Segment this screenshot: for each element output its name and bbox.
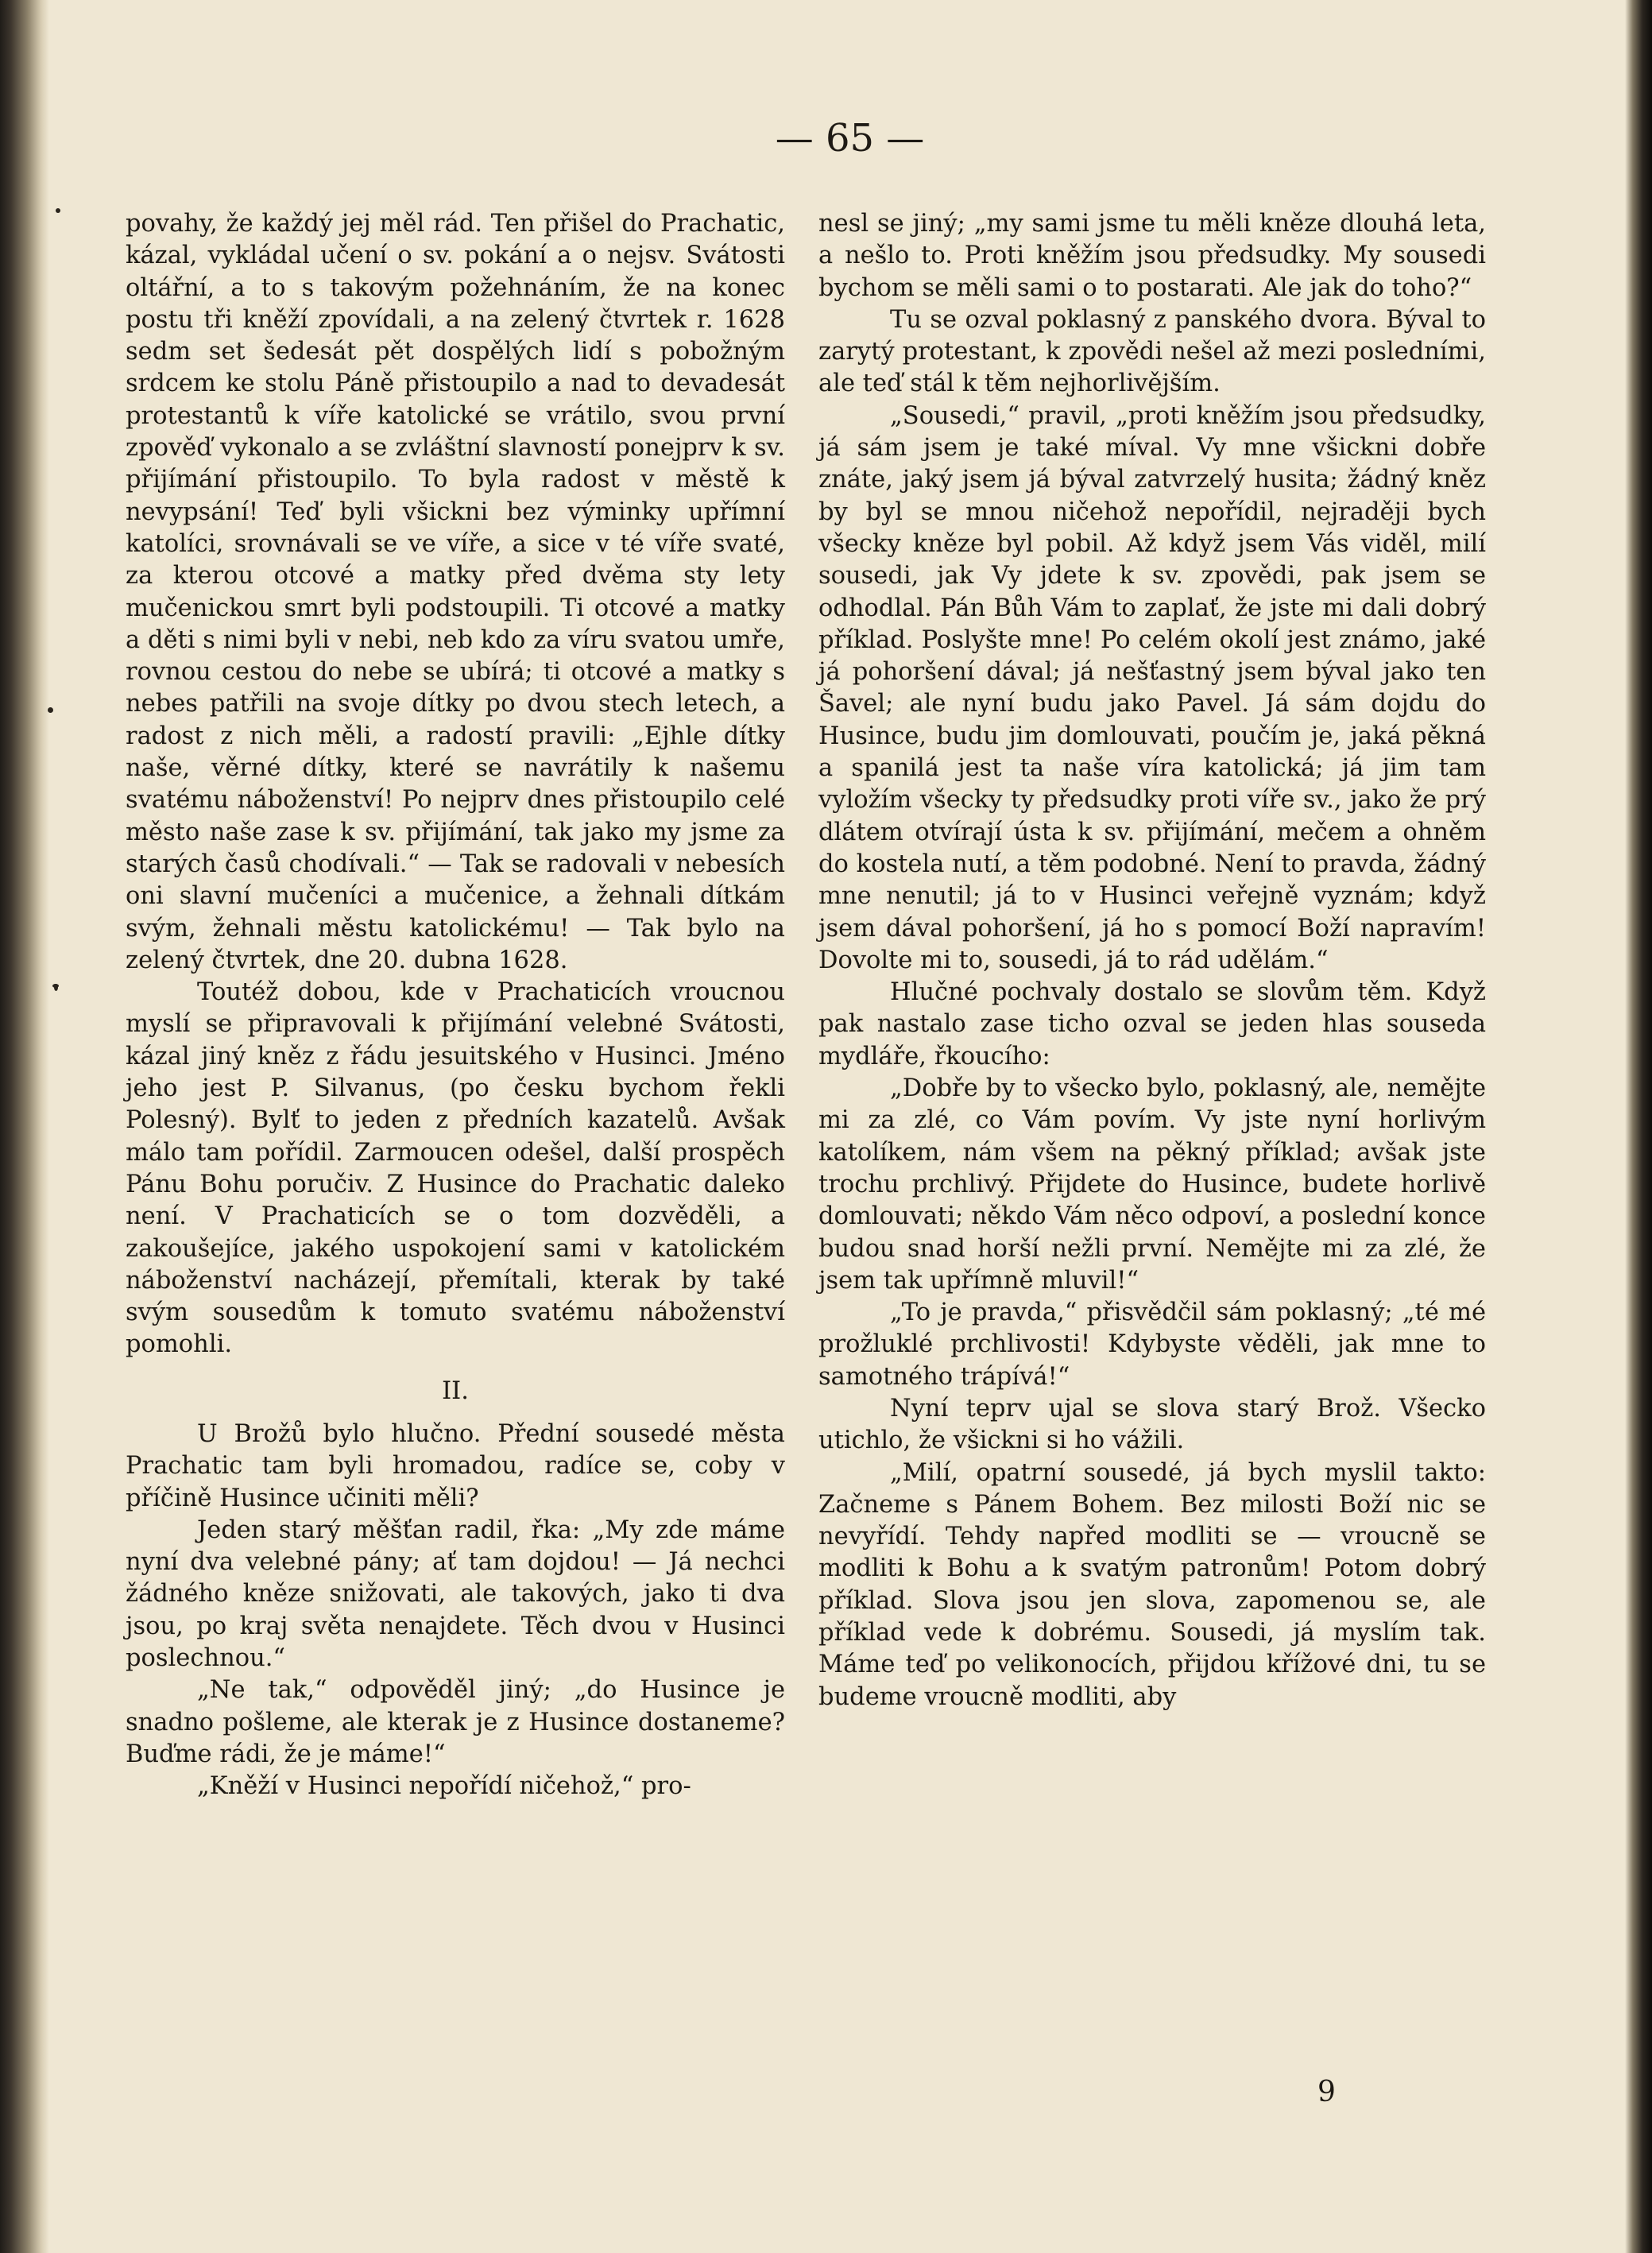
paragraph: „Kněží v Husinci nepořídí ničehož,“ pro- (197, 1772, 691, 1801)
paragraph: „To je pravda,“ přisvědčil sám poklasný; „té mé prožluklé prchlivosti! Kdybyste věděli, jak mne to samotného trápívá!“ (818, 1299, 1486, 1391)
paragraph: „Sousedi,“ pravil, „proti kněžím jsou předsudky, já sám jsem je také míval. Vy mne všickni dobře znáte, jaký jsem já býval zatvrzelý husita; žádný kněz by byl se mnou ničehož nepořídil, nejraději bych všecky kněze byl pobil. Až když jsem Vás viděl, milí sousedi, jak Vy jdete k sv. zpovědi, pak jsem se odhodlal. Pán Bůh Vám to zaplať, že jste mi dali dobrý příklad. Poslyšte mne! Po celém okolí jest známo, jaké já pohoršení dával; já nešťastný jsem býval jako ten Šavel; ale nyní budu jako Pavel. Já sám dojdu do Husince, budu jim domlouvati, poučím je, jaká pěkná a spanilá jest ta naše víra katolická; já jim tam vyložím všecky ty předsudky proti víře sv., jako že prý dlátem otvírají ústa k sv. přijímání, mečem a ohněm do kostela nutí, a těm podobné. Není to pravda, žádný mne nenutil; já to v Husinci veřejně vyznám; když jsem dával pohoršení, já ho s pomocí Boží napravím! Dovolte mi to, sousedi, já to rád udělám.“ (818, 401, 1486, 974)
paragraph: „Milí, opatrní sousedé, já bych myslil takto: Začneme s Pánem Bohem. Bez milosti Boží nic se nevyřídí. Tehdy napřed modliti se — vroucně se modliti k Bohu a k svatým patronům! Potom dobrý příklad. Slova jsou jen slova, zapomenou se, ale příklad vede k dobrému. Sousedi, já myslím tak. Máme teď po velikonocích, přijdou křížové dni, tu se budeme vroucně modliti, aby (818, 1458, 1486, 1711)
right-text-column (818, 208, 1486, 1713)
paragraph: povahy, že každý jej měl rád. Ten přišel do Prachatic, kázal, vykládal učení o sv. pokání a o nejsv. Svátosti oltářní, a to s takovým požehnáním, že na konec postu tři kněží zpovídali, a na zelený čtvrtek r. 1628 sedm set šedesát pět dospělých lidí s pobožným srdcem ke stolu Páně přistoupilo a nad to devadesát protestantů k víře katolické se vrátilo, svou první zpověď vykonalo a se zvláštní slavností ponejprv k sv. přijímání přistoupilo. To byla radost v městě k nevypsání! Teď byli všickni bez výminky upřímní katolíci, srovnávali se ve víře, a sice v té víře svaté, za kterou otcové a matky před dvěma sty lety mučenickou smrt byli podstoupili. Ti otcové a matky a děti s nimi byli v nebi, neb kdo za víru svatou umře, rovnou cestou do nebe se ubírá; ti otcové a matky s nebes patřili na svoje dítky po dvou stech letech, a radost z nich měli, a radostí pravili: „Ejhle dítky naše, věrné dítky, které se navrátily k našemu svatému náboženství! Po nejprv dnes přistoupilo celé město naše zase k sv. přijímání, tak jako my jsme za starých časů chodívali.“ — Tak se radovali v nebesích oni slavní mučeníci a mučenice, a žehnali dítkám svým, žehnali městu katolickému! — Tak bylo na zelený čtvrtek, dne 20. dubna 1628. (126, 210, 785, 974)
signature-number: 9 (1317, 2076, 1336, 2108)
paragraph: Hlučné pochvaly dostalo se slovům těm. Když pak nastalo zase ticho ozval se jeden hlas souseda mydláře, řkoucího: (818, 978, 1486, 1070)
page-edge-shadow (1625, 0, 1652, 2253)
paragraph: „Dobře by to všecko bylo, poklasný, ale, nemějte mi za zlé, co Vám povím. Vy jste nyní horlivým katolíkem, nám všem na pěkný příklad; avšak jste trochu prchlivý. Přijdete do Husince, budete horlivě domlouvati; někdo Vám něco odpoví, a poslední konce budou snad horší nežli první. Nemějte mi za zlé, že jsem tak upřímně mluvil!“ (818, 1074, 1486, 1295)
ink-speck (48, 707, 53, 713)
ink-speck (54, 984, 58, 991)
paragraph: „Ne tak,“ odpověděl jiný; „do Husince je snadno pošleme, ale kterak je z Husince dostaneme? Buďme rádi, že je máme!“ (126, 1676, 785, 1768)
paragraph: Tu se ozval poklasný z panského dvora. Býval to zarytý protestant, k zpovědi nešel až mezi posledními, ale teď stál k těm nejhorlivějším. (818, 305, 1486, 398)
ink-speck (56, 208, 60, 213)
left-text-column (126, 208, 785, 1803)
paragraph: Nyní teprv ujal se slova starý Brož. Všecko utichlo, že všickni si ho vážili. (818, 1394, 1486, 1455)
binding-shadow (0, 0, 49, 2253)
chapter-heading: II. (442, 1376, 469, 1405)
paragraph: nesl se jiný; „my sami jsme tu měli kněze dlouhá leta, a nešlo to. Proti kněžím jsou předsudky. My sousedi bychom se měli sami o to postarati. Ale jak do toho?“ (818, 210, 1486, 302)
paragraph: Toutéž dobou, kde v Prachaticích vroucnou myslí se připravovali k přijímání velebné Svátosti, kázal jiný kněz z řádu jesuitského v Husinci. Jméno jeho jest P. Silvanus, (po česku bychom řekli Polesný). Bylť to jeden z předních kazatelů. Avšak málo tam pořídil. Zarmoucen odešel, další prospěch Pánu Bohu poručiv. Z Husince do Prachatic daleko není. V Prachaticích se o tom dozvěděli, a zakoušejíce, jakého uspokojení sami v katolickém náboženství nacházejí, přemítali, kterak by také svým sousedům k tomuto svatému náboženství pomohli. (126, 978, 785, 1359)
paragraph: Jeden starý měšťan radil, řka: „My zde máme nyní dva velebné pány; ať tam dojdou! — Já nechci žádného kněze snižovati, ale takových, jako ti dva jsou, po kraj světa nenajdete. Těch dvou v Husinci poslechnou.“ (126, 1516, 785, 1673)
page-number: — 65 — (775, 116, 925, 161)
paragraph: U Brožů bylo hlučno. Přední sousedé města Prachatic tam byli hromadou, radíce se, coby v příčině Husince učiniti měli? (126, 1419, 785, 1512)
